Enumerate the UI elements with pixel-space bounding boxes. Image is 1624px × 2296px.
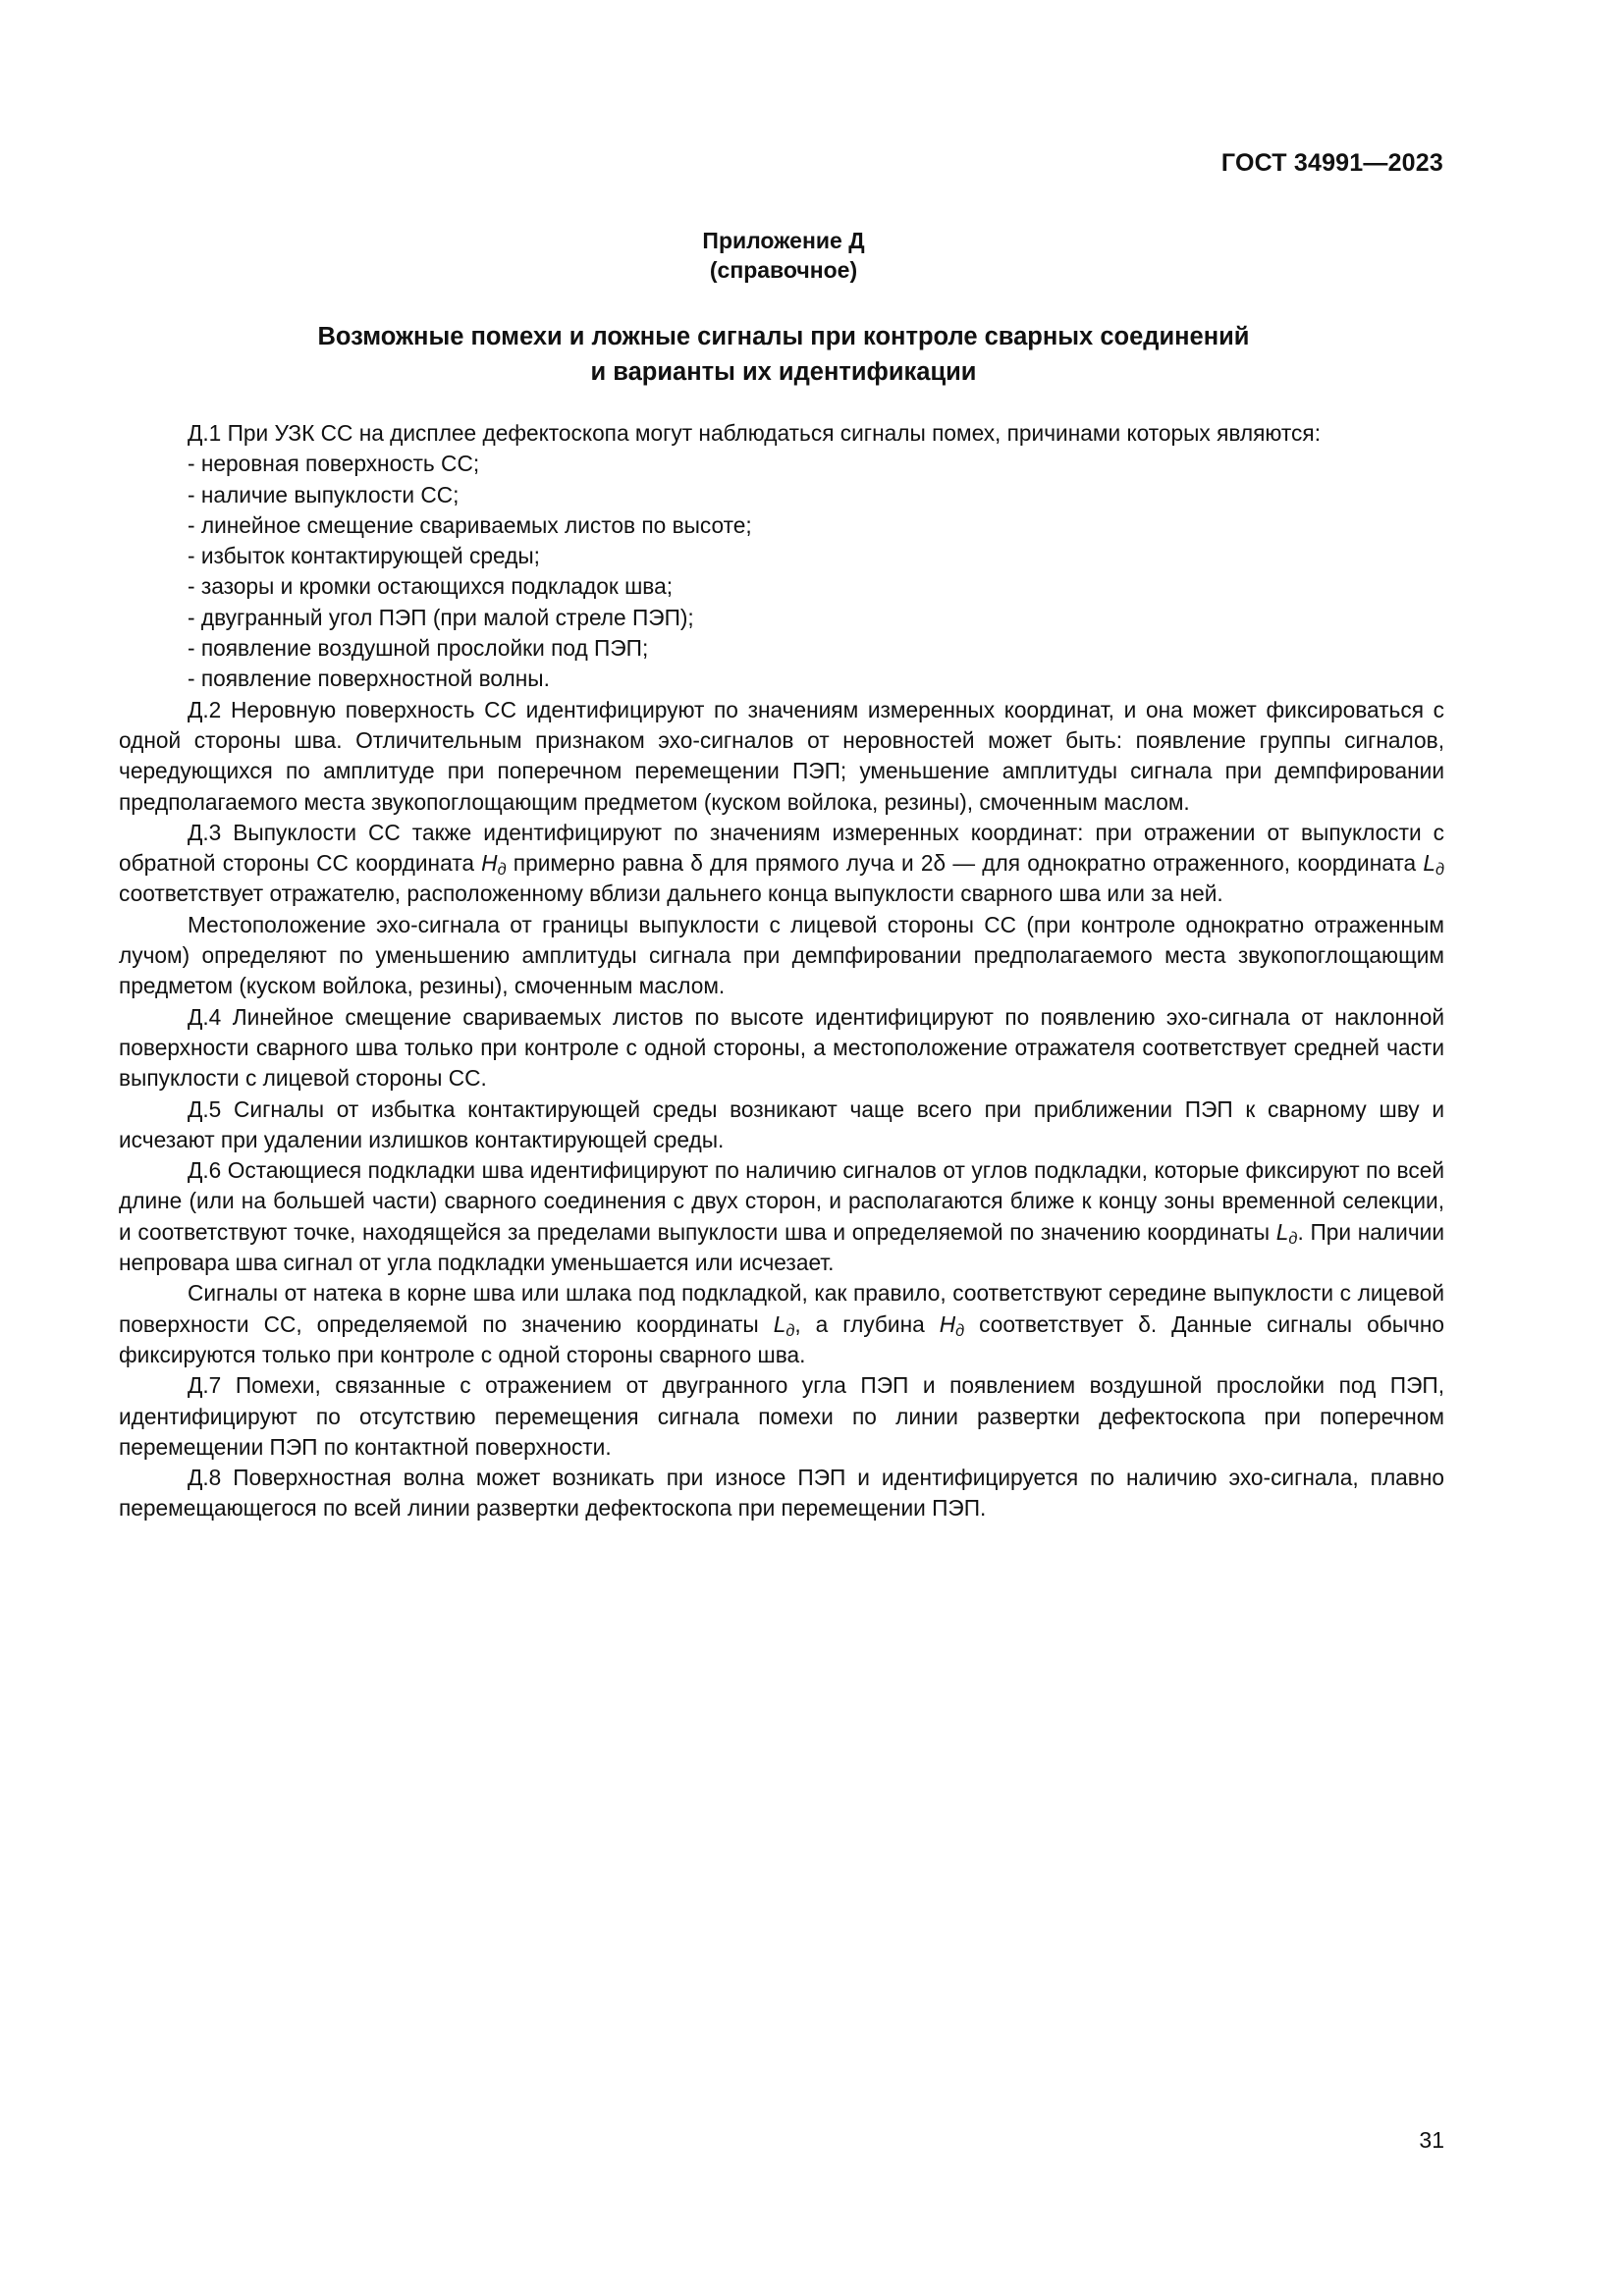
list-item: - линейное смещение свариваемых листов по высоте; — [188, 511, 752, 538]
coordinate-l-symbol: $L_д$ — [1423, 850, 1444, 880]
coordinate-h-symbol: $H_д$ — [481, 850, 507, 880]
clause-d3-text-2: примерно равна δ для прямого луча и 2δ — для однократно отраженного, координата — [506, 850, 1424, 877]
clause-d2: Д.2 Неровную поверхность СС идентифицируют по значениям измеренных координат, и она может фиксироваться с одной стороны шва. Отличительным признаком эхо-сигналов от неровностей может быть: появление группы сигналов, чередующихся по амплитуде при поперечном перемещении ПЭП; уменьшение амплитуды сигнала при демпфировании предполагаемого места звукопоглощающим предметом (куском войлока, резины), смоченным маслом. — [119, 696, 1444, 815]
clause-d4: Д.4 Линейное смещение свариваемых листов по высоте идентифицируют по появлению эхо-сигнала от наклонной поверхности сварного шва только при контроле с одной стороны, а местоположение отражателя соответствует средней части выпуклости с лицевой стороны СС. — [119, 1003, 1444, 1092]
clause-d6-para2-text-1: Сигналы от натека в корне шва или шлака под подкладкой, как правило, соответствуют середине выпуклости с лицевой поверхности СС, определяемой по значению координаты — [119, 1280, 1444, 1337]
clause-d5: Д.5 Сигналы от избытка контактирующей среды возникают чаще всего при приближении ПЭП к сварному шву и исчезают при удалении излишков контактирующей среды. — [119, 1095, 1444, 1152]
section-title-line-1: Возможные помехи и ложные сигналы при контроле сварных соединений — [317, 323, 1250, 350]
document-code: ГОСТ 34991—2023 — [1220, 149, 1443, 177]
clause-d6-text-1: Д.6 Остающиеся подкладки шва идентифицируют по наличию сигналов от углов подкладки, которые фиксируют по всей длине (или на большей части) сварного соединения с двух сторон, и располагаются ближе к концу зоны временной селекции, и соответствуют точке, находящейся за пределами выпуклости шва и определяемой по значению координаты — [119, 1157, 1444, 1245]
clause-d3-text-1: Д.3 Выпуклости СС также идентифицируют по значениям измеренных координат: при отражении от выпуклости с обратной стороны СС координата — [119, 819, 1444, 877]
coordinate-l-symbol: $L_д$ — [1275, 1218, 1298, 1248]
clause-d6-text-2: . При наличии непровара шва сигнал от угла подкладки уменьшается или исчезает. — [119, 1218, 1445, 1276]
list-item: - появление воздушной прослойки под ПЭП; — [188, 635, 649, 662]
clause-d6-para2-text-3: соответствует δ. Данные сигналы обычно фиксируются только при контроле с одной стороны сварного шва. — [119, 1310, 1444, 1367]
section-title-line-2: и варианты их идентификации — [590, 358, 977, 386]
list-item: - неровная поверхность СС; — [188, 451, 480, 477]
clause-d1-intro: Д.1 При УЗК СС на дисплее дефектоскопа могут наблюдаться сигналы помех, причинами которых являются: — [188, 420, 1321, 446]
coordinate-h-symbol: $H_д$ — [939, 1310, 965, 1340]
appendix-label: Приложение Д — [702, 228, 865, 253]
coordinate-l-symbol: $L_д$ — [773, 1310, 795, 1340]
list-item: - зазоры и кромки остающихся подкладок шва; — [188, 573, 674, 600]
clause-d3-text-3: соответствует отражателю, расположенному вблизи дальнего конца выпуклости сварного шва или за ней. — [119, 881, 1223, 907]
list-item: - избыток контактирующей среды; — [188, 543, 540, 569]
clause-d3-paragraph-2: Местоположение эхо-сигнала от границы выпуклости с лицевой стороны СС (при контроле однократно отраженным лучом) определяют по уменьшению амплитуды сигнала при демпфировании предполагаемого места звукопоглощающим предметом (куском войлока, резины), смоченным маслом. — [119, 911, 1444, 999]
clause-d6-para2-text-2: , а глубина — [794, 1310, 940, 1337]
list-item: - появление поверхностной волны. — [188, 666, 550, 692]
clause-d8: Д.8 Поверхностная волна может возникать при износе ПЭП и идентифицируется по наличию эхо-сигнала, плавно перемещающегося по всей линии развертки дефектоскопа при перемещении ПЭП. — [119, 1465, 1444, 1522]
appendix-heading — [0, 226, 1567, 285]
page-number: 31 — [1419, 2127, 1444, 2153]
clause-d6 — [119, 1155, 1444, 1278]
section-title — [0, 319, 1567, 390]
clause-d3 — [119, 818, 1444, 910]
appendix-kind: (справочное) — [709, 257, 858, 283]
list-item: - наличие выпуклости СС; — [188, 481, 460, 507]
list-item: - двугранный угол ПЭП (при малой стреле ПЭП); — [188, 604, 694, 630]
clause-d6-paragraph-2 — [119, 1278, 1444, 1370]
clause-d7: Д.7 Помехи, связанные с отражением от двугранного угла ПЭП и появлением воздушной прослойки под ПЭП, идентифицируют по отсутствию перемещения сигнала помехи по линии развертки дефектоскопа при поперечном перемещении ПЭП по контактной поверхности. — [119, 1372, 1444, 1460]
document-body — [119, 418, 1444, 1524]
